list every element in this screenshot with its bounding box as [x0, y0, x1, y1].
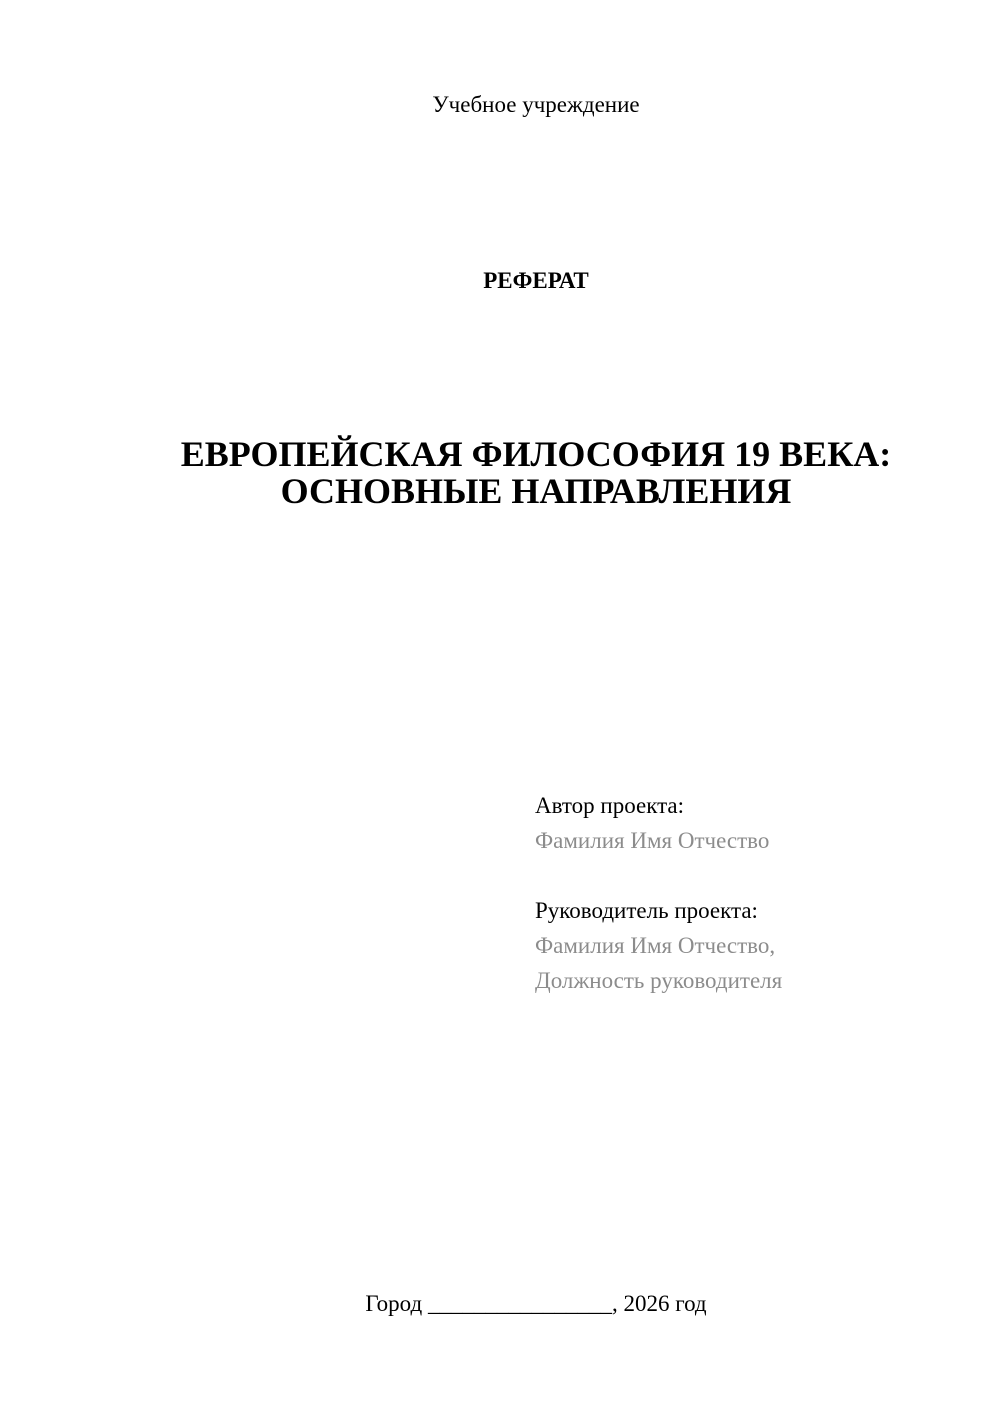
- author-name: Фамилия Имя Отчество: [535, 828, 770, 853]
- credits-spacer: [535, 858, 975, 893]
- title-line-2: ОСНОВНЫЕ НАПРАВЛЕНИЯ: [280, 471, 792, 511]
- credits-block: [535, 788, 975, 998]
- author-label: Автор проекта:: [535, 793, 684, 818]
- supervisor-name: Фамилия Имя Отчество,: [535, 933, 776, 958]
- document-type: РЕФЕРАТ: [483, 268, 589, 293]
- supervisor-position: Должность руководителя: [535, 968, 783, 993]
- city-year-line: Город ________________, 2026 год: [365, 1291, 707, 1316]
- title-line-1: ЕВРОПЕЙСКАЯ ФИЛОСОФИЯ 19 ВЕКА:: [180, 434, 892, 474]
- supervisor-label: Руководитель проекта:: [535, 898, 758, 923]
- document-title: [0, 436, 1000, 510]
- institution-name: Учебное учреждение: [432, 92, 640, 117]
